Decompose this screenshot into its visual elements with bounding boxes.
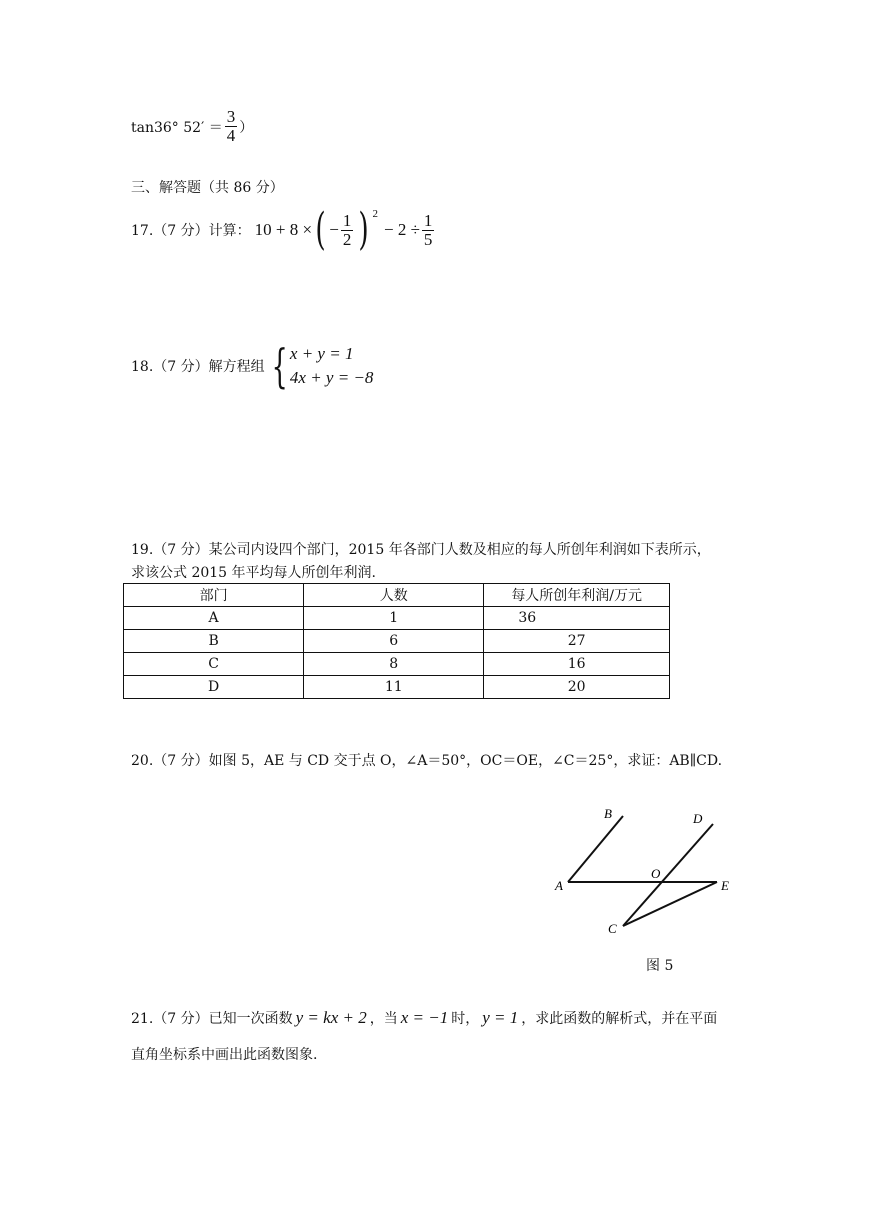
- table-row: [124, 607, 670, 630]
- label-b: B: [604, 806, 612, 821]
- q17-frac2-den: 5: [423, 229, 433, 249]
- tan-close: ）: [239, 119, 254, 136]
- q17-left-paren: (: [315, 204, 326, 255]
- q17-right-paren: ): [358, 204, 370, 255]
- q21-part-c: 时，: [451, 1011, 480, 1027]
- label-c: C: [608, 921, 617, 936]
- q19-line1: 19.（7 分）某公司内设四个部门，2015 年各部门人数及相应的每人所创年利润如下表所示，: [131, 542, 711, 558]
- figure-caption: 图 5: [646, 958, 674, 974]
- label-d: D: [693, 811, 703, 826]
- tan-frac-num: 3: [226, 107, 236, 126]
- table-header: 人数: [304, 584, 484, 607]
- q18-prefix: 18.（7 分）解方程组: [131, 359, 265, 375]
- q21-part-a: 21.（7 分）已知一次函数: [131, 1011, 293, 1027]
- q18-brace: {: [271, 339, 288, 393]
- table-cell: 16: [484, 653, 670, 676]
- table-cell: D: [124, 676, 304, 699]
- tan-text: tan36° 52′ ＝: [131, 119, 223, 136]
- table-row: [124, 676, 670, 699]
- table-cell: 27: [484, 630, 670, 653]
- q21-condition: x = −1: [400, 1008, 449, 1027]
- section-title: 三、解答题（共 86 分）: [131, 180, 284, 196]
- question-18: [131, 341, 373, 391]
- table-header-row: [124, 584, 670, 607]
- table-cell: 6: [304, 630, 484, 653]
- table-cell: C: [124, 653, 304, 676]
- table-cell: B: [124, 630, 304, 653]
- q17-expr-a: 10 + 8 ×: [254, 220, 313, 239]
- table-header: 部门: [124, 584, 304, 607]
- q18-eq2: 4x + y = −8: [289, 368, 374, 387]
- q21-function: y = kx + 2: [295, 1008, 367, 1027]
- q19-line2: 求该公式 2015 年平均每人所创年利润.: [131, 565, 376, 581]
- segment-ce: [623, 882, 717, 926]
- table-row: [124, 653, 670, 676]
- q21-line1: [131, 1008, 717, 1028]
- q20-text: 20.（7 分）如图 5，AE 与 CD 交于点 O，∠A＝50°，OC＝OE，∠C＝25°，求证：AB∥CD.: [131, 753, 723, 769]
- table-cell: 36: [484, 607, 670, 630]
- table-row: [124, 630, 670, 653]
- table-cell: 1: [304, 607, 484, 630]
- question-17: [131, 204, 436, 256]
- q17-frac2-num: 1: [423, 210, 433, 230]
- figure-5: [545, 800, 745, 940]
- q21-value: y = 1: [482, 1008, 519, 1027]
- label-o: O: [651, 866, 661, 881]
- table-cell: 11: [304, 676, 484, 699]
- table-cell: 8: [304, 653, 484, 676]
- tan-frac-den: 4: [226, 126, 236, 145]
- q18-equations: [290, 342, 374, 390]
- q21-part-d: ，求此函数的解析式，并在平面: [521, 1011, 718, 1027]
- q17-prefix: 17.（7 分）计算：: [131, 223, 251, 239]
- profit-table: [123, 583, 670, 699]
- segment-cd: [623, 824, 713, 926]
- label-e: E: [721, 878, 729, 893]
- segment-ab: [568, 816, 623, 882]
- table-cell: A: [124, 607, 304, 630]
- q18-eq1: x + y = 1: [289, 344, 354, 363]
- q21-line2: 直角坐标系中画出此函数图象.: [131, 1047, 318, 1063]
- q21-part-b: ，当: [369, 1011, 398, 1027]
- tan-line: [131, 108, 253, 145]
- q17-exponent: 2: [372, 208, 378, 220]
- q17-minus: −: [329, 220, 339, 239]
- q17-fraction-2: [422, 212, 435, 249]
- tan-fraction: [225, 108, 238, 145]
- q17-fraction: [341, 212, 354, 249]
- q17-frac-den: 2: [342, 229, 352, 249]
- q17-frac-num: 1: [342, 210, 352, 230]
- q17-expr-b: − 2 ÷: [384, 220, 420, 239]
- table-cell: 20: [484, 676, 670, 699]
- table-header: 每人所创年利润/万元: [484, 584, 670, 607]
- label-a: A: [555, 878, 563, 893]
